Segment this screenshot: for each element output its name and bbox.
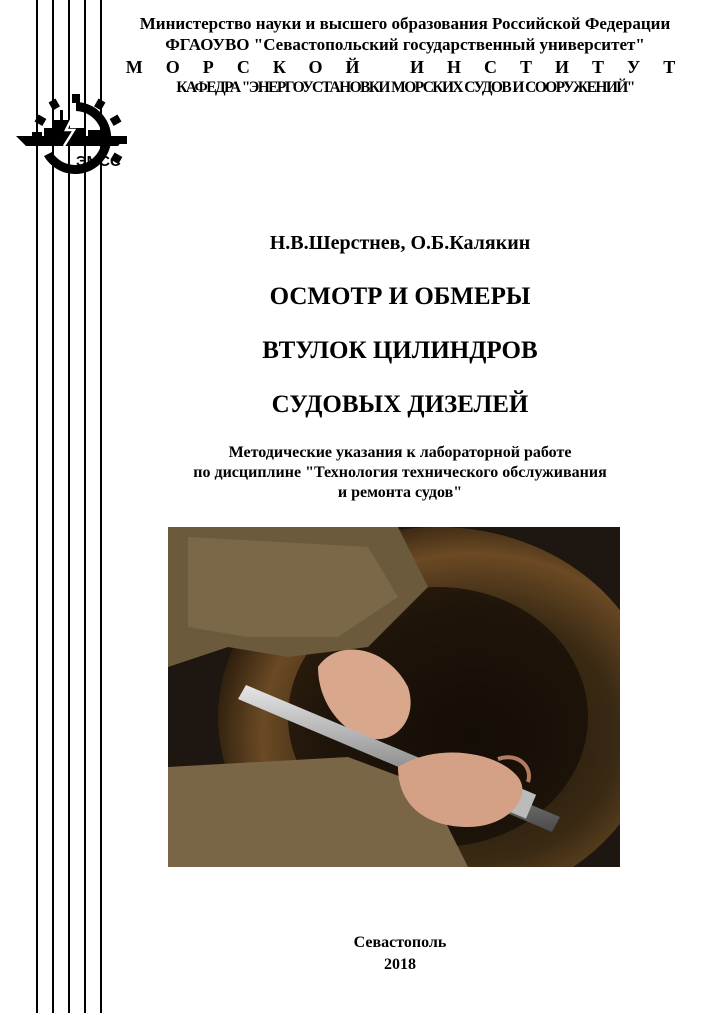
title-line-2: ВТУЛОК ЦИЛИНДРОВ	[262, 337, 538, 364]
logo-text: ЭМСС	[76, 153, 121, 170]
title-line-1: ОСМОТР И ОБМЕРЫ	[269, 283, 531, 310]
department-line: КАФЕДРА "ЭНЕРГОУСТАНОВКИ МОРСКИХ СУДОВ И СООРУЖЕНИЙ"	[176, 79, 634, 96]
emss-logo	[14, 94, 132, 174]
institute-line: МОРСКОЙ ИНСТИТУТ	[125, 57, 699, 77]
authors: Н.В.Шерстнев, О.Б.Калякин	[269, 232, 531, 254]
university-line: ФГАОУВО "Севастопольский государственный университет"	[165, 35, 645, 54]
cover-photo	[168, 527, 620, 867]
subtitle	[120, 443, 680, 503]
ministry-line: Министерство науки и высшего образования Российской Федерации	[139, 14, 671, 33]
subtitle-line-2: по дисциплине "Технология технического обслуживания	[193, 464, 607, 481]
title-line-3: СУДОВЫХ ДИЗЕЛЕЙ	[271, 391, 529, 418]
cylinder-liner-measurement-photo-icon	[168, 527, 620, 867]
city: Севастополь	[353, 934, 447, 951]
year: 2018	[384, 956, 416, 973]
subtitle-line-3: и ремонта судов"	[337, 484, 463, 501]
subtitle-line-1: Методические указания к лабораторной работе	[228, 444, 572, 461]
ship-gear-logo-icon	[14, 94, 132, 174]
